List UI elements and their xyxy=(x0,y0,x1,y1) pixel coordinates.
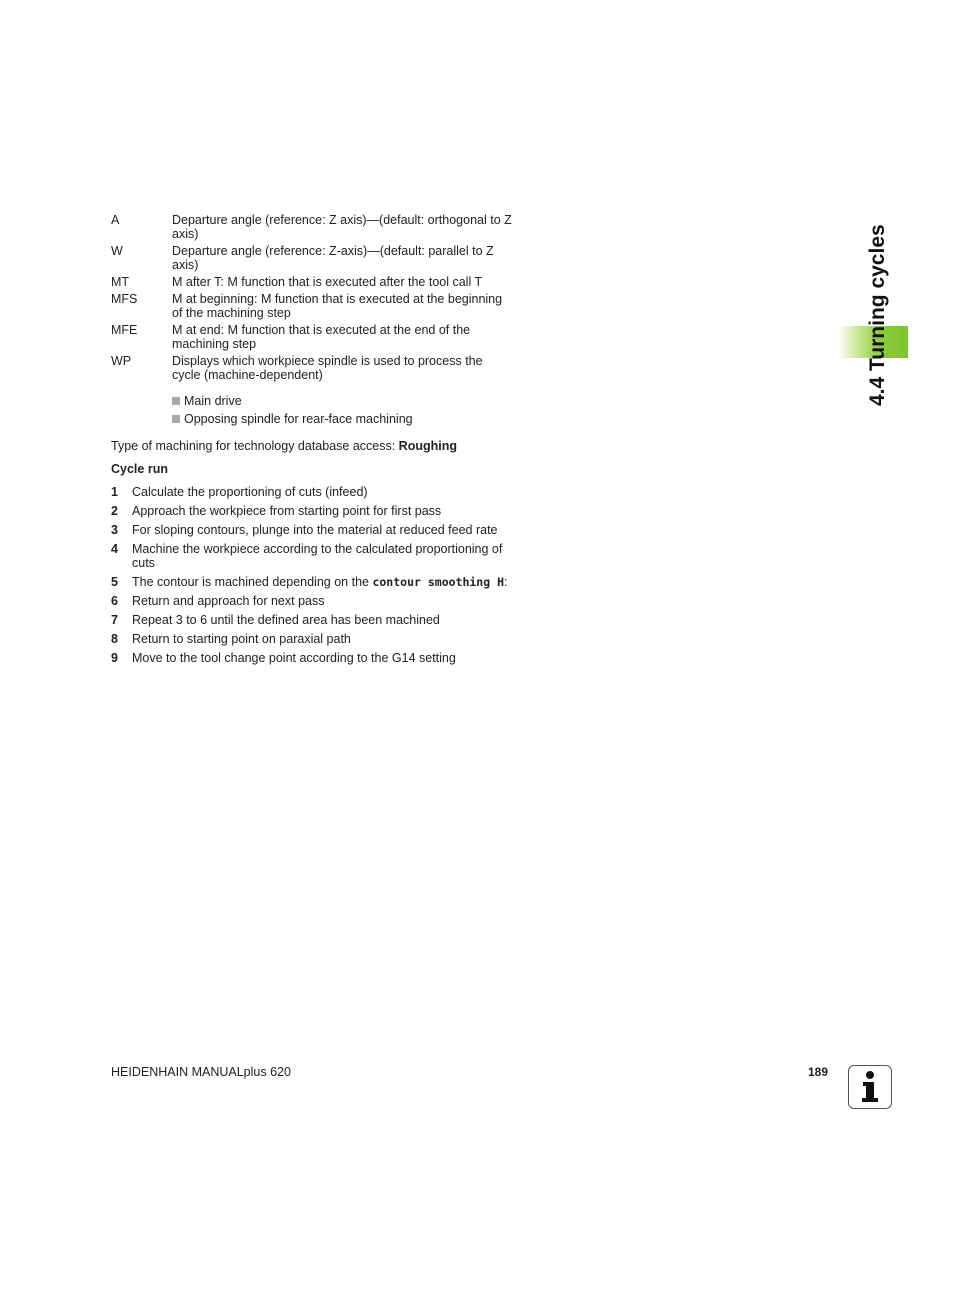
list-item xyxy=(111,523,531,537)
section-title: 4.4 Turning cycles xyxy=(866,224,889,406)
step-text: Calculate the proportioning of cuts (infeed) xyxy=(132,485,368,499)
list-item xyxy=(111,504,531,518)
step-number: 6 xyxy=(111,594,118,608)
step-text: Return and approach for next pass xyxy=(132,594,325,608)
step-text-post: : xyxy=(504,575,508,589)
step-number: 7 xyxy=(111,613,118,627)
list-item xyxy=(111,575,531,589)
param-row xyxy=(111,275,531,289)
step-text: Move to the tool change point according to the G14 setting xyxy=(132,651,456,665)
step-number: 5 xyxy=(111,575,118,589)
step-number: 3 xyxy=(111,523,118,537)
list-item xyxy=(111,485,531,499)
param-row xyxy=(111,213,531,241)
contour-smoothing-code: contour smoothing H xyxy=(372,575,505,589)
step-number: 9 xyxy=(111,651,118,665)
cycle-steps-list xyxy=(111,485,531,670)
step-number: 4 xyxy=(111,542,118,556)
parameter-list xyxy=(111,213,531,385)
step-text xyxy=(132,575,522,589)
machining-type-value: Roughing xyxy=(398,439,457,453)
step-number: 8 xyxy=(111,632,118,646)
param-code: WP xyxy=(111,354,132,368)
param-description: Displays which workpiece spindle is used to process the cycle (machine-dependent) xyxy=(172,354,483,382)
param-row xyxy=(111,354,531,382)
param-code: W xyxy=(111,244,123,258)
cycle-run-heading: Cycle run xyxy=(111,462,168,476)
step-number: 1 xyxy=(111,485,118,499)
machining-type-line xyxy=(111,439,457,453)
list-item xyxy=(172,394,413,408)
step-text-pre: The contour is machined depending on the xyxy=(132,575,373,589)
param-row xyxy=(111,244,531,272)
list-item xyxy=(172,412,413,426)
footer-manual-name: HEIDENHAIN MANUALplus 620 xyxy=(111,1065,291,1079)
machining-type-label: Type of machining for technology database access: xyxy=(111,439,399,453)
param-description: Departure angle (reference: Z axis)—(default: orthogonal to Z axis) xyxy=(172,213,512,241)
list-item xyxy=(111,651,531,665)
list-item xyxy=(111,632,531,646)
param-description: Departure angle (reference: Z-axis)—(default: parallel to Z axis) xyxy=(172,244,494,272)
square-bullet-icon xyxy=(172,415,180,423)
page-number: 189 xyxy=(808,1065,829,1079)
step-text: Return to starting point on paraxial path xyxy=(132,632,351,646)
param-row xyxy=(111,292,531,320)
param-description: M at end: M function that is executed at the end of the machining step xyxy=(172,323,471,351)
param-row xyxy=(111,323,531,351)
option-label: Main drive xyxy=(184,394,242,408)
step-text: Repeat 3 to 6 until the defined area has been machined xyxy=(132,613,440,627)
info-i-icon xyxy=(848,1065,892,1109)
param-code: MT xyxy=(111,275,130,289)
list-item xyxy=(111,542,531,570)
param-code: A xyxy=(111,213,120,227)
step-number: 2 xyxy=(111,504,118,518)
step-text: Approach the workpiece from starting point for first pass xyxy=(132,504,442,518)
list-item xyxy=(111,613,531,627)
step-text: For sloping contours, plunge into the material at reduced feed rate xyxy=(132,523,498,537)
param-code: MFE xyxy=(111,323,138,337)
list-item xyxy=(111,594,531,608)
param-code: MFS xyxy=(111,292,138,306)
wp-options-list xyxy=(172,394,413,430)
param-description: M after T: M function that is executed after the tool call T xyxy=(172,275,483,289)
param-description: M at beginning: M function that is executed at the beginning of the machining step xyxy=(172,292,503,320)
square-bullet-icon xyxy=(172,397,180,405)
option-label: Opposing spindle for rear-face machining xyxy=(184,412,413,426)
step-text: Machine the workpiece according to the calculated proportioning of cuts xyxy=(132,542,503,570)
